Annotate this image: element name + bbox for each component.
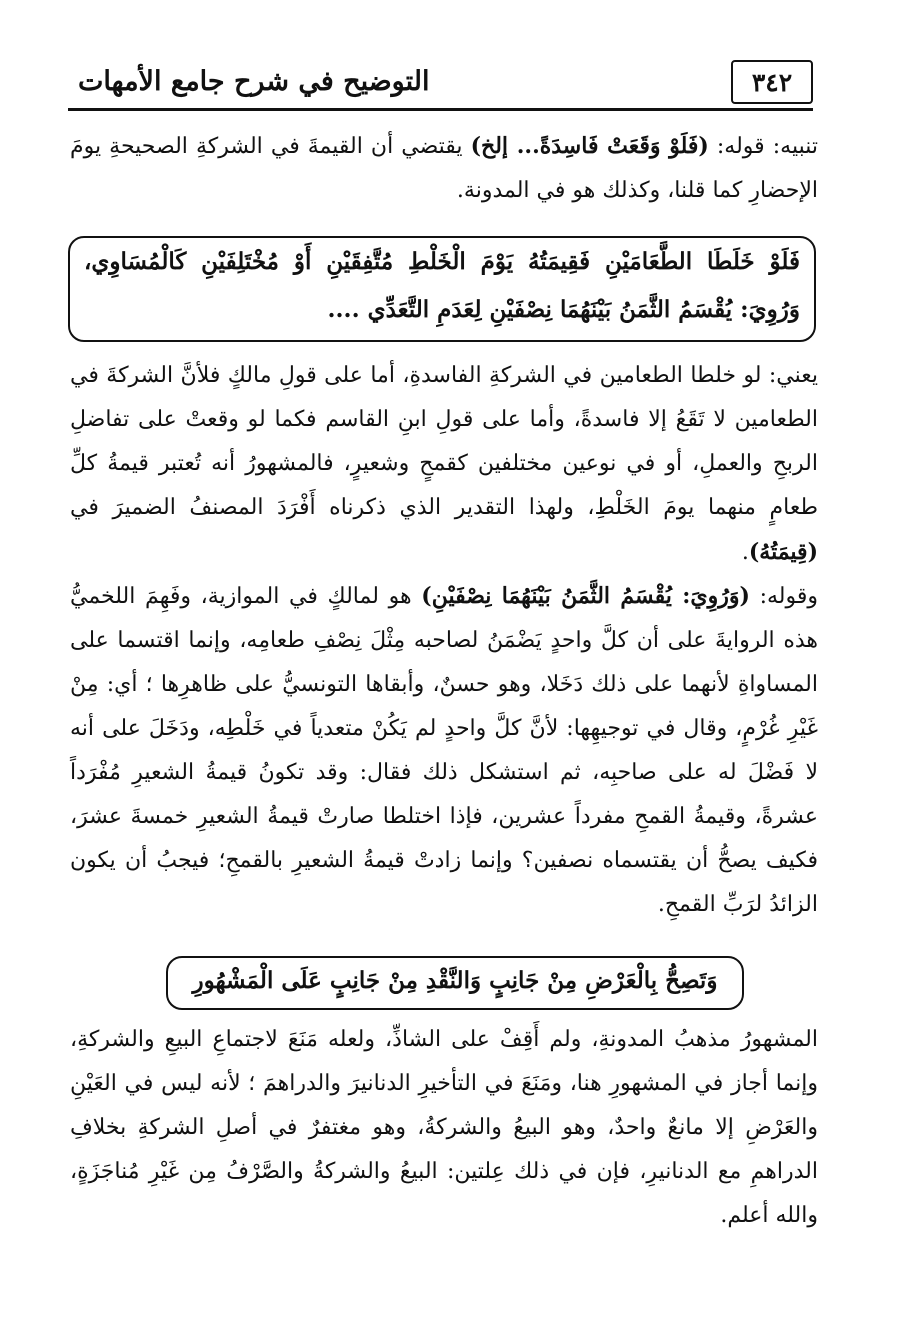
note-quote: (فَلَوْ وَقَعَتْ فَاسِدَةً... إلخ) [470, 133, 709, 159]
page-number-box [731, 60, 813, 104]
paragraph-mashhur [70, 1018, 818, 1238]
explanation-quote: (قِيمَتُهُ) [748, 539, 818, 565]
matn-box-2 [166, 956, 744, 1010]
riwaya-quote: (وَرُوِيَ: يُقْسَمُ الثَّمَنُ بَيْنَهُمَا نِصْفَيْنِ) [421, 583, 750, 609]
page-header [68, 52, 813, 114]
paragraph-explanation [70, 354, 818, 575]
note-text: يقتضي أن القيمةَ في الشركةِ الصحيحةِ يومَ الإحضارِ كما قلنا، وكذلك هو في المدونة. [70, 134, 818, 203]
paragraph-riwaya [70, 574, 818, 927]
matn-text-1: فَلَوْ خَلَطَا الطَّعَامَيْنِ فَقِيمَتُهُ يَوْمَ الْخَلْطِ مُتَّفِقَيْنِ أَوْ مُخْتَلِفَيْنِ كَالْمُسَاوِي، وَرُوِيَ: يُقْسَمُ الثَّمَنُ بَيْنَهُمَا نِصْفَيْنِ لِعَدَمِ التَّعَدِّي .... [84, 248, 800, 323]
paragraph-note [70, 124, 818, 213]
riwaya-lead: وقوله: [749, 584, 818, 609]
explanation-end: . [741, 540, 749, 565]
page-number: ٣٤٢ [751, 67, 793, 97]
mashhur-text: المشهورُ مذهبُ المدونةِ، ولم أَقِفْ على الشاذِّ، ولعله مَنَعَ لاجتماعِ البيعِ والشركةِ، وإنما أجاز في المشهورِ هنا، ومَنَعَ في التأخيرِ الدنانيرَ والدراهمَ ؛ لأنه ليس في العَيْنِ والعَرْضِ إلا مانعٌ واحدٌ، وهو البيعُ والشركةُ، وهو مغتفرٌ في أصلِ الشركةِ بخلافِ الدراهمِ مع الدنانيرِ، فإن في ذلك عِلتين: البيعُ والشركةُ والصَّرْفُ مِن غَيْرِ مُناجَزَةٍ، والله أعلم. [70, 1027, 818, 1228]
note-lead: تنبيه: قوله: [708, 134, 818, 159]
matn-text-2: وَتَصِحُّ بِالْعَرْضِ مِنْ جَانِبٍ وَالنَّقْدِ مِنْ جَانِبٍ عَلَى الْمَشْهُورِ [192, 967, 718, 994]
matn-box-1 [68, 236, 816, 342]
explanation-text: يعني: لو خلطا الطعامين في الشركةِ الفاسدةِ، أما على قولِ مالكٍ فلأنَّ الشركةَ في الطعامين لا تَقَعُ إلا فاسدةً، وأما على قولِ ابنِ القاسم فكما لو وقعتْ على تفاضلِ الربحِ والعملِ، أو في نوعين مختلفين كقمحٍ وشعيرٍ، فالمشهورُ أنه تُعتبر قيمةُ كلِّ طعامٍ منهما يومَ الخَلْطِ، ولهذا التقدير الذي ذكرناه أَفْرَدَ المصنفُ الضميرَ في [70, 363, 818, 520]
book-title: التوضيح في شرح جامع الأمهات [78, 66, 430, 97]
header-divider [68, 108, 813, 111]
riwaya-text: هو لمالكٍ في الموازية، وفَهِمَ اللخميُّ هذه الروايةَ على أن كلَّ واحدٍ يَضْمَنُ لصاحبه مِثْلَ نِصْفِ طعامِه، وإنما اقتسما على المساواةِ لأنهما على ذلك دَخَلا، وهو حسنٌ، وأبقاها التونسيُّ على ظاهرِها ؛ أي: مِنْ غَيْرِ غُرْمٍ، وقال في توجيهِها: لأنَّ كلَّ واحدٍ لم يَكُنْ متعدياً في خَلْطِه، ودَخَلَ على أنه لا فَضْلَ له على صاحبِه، ثم استشكل ذلك فقال: وقد تكونُ قيمةُ الشعيرِ مُفْرَداً عشرةً، وقيمةُ القمحِ مفرداً عشرين، فإذا اختلطا صارتْ قيمةُ الشعيرِ خمسةَ عشرَ، فكيف يصحُّ أن يقتسماه نصفين؟ وإنما زادتْ قيمةُ الشعيرِ بالقمحِ؛ فيجبُ أن يكون الزائدُ لرَبِّ القمحِ. [70, 584, 818, 917]
